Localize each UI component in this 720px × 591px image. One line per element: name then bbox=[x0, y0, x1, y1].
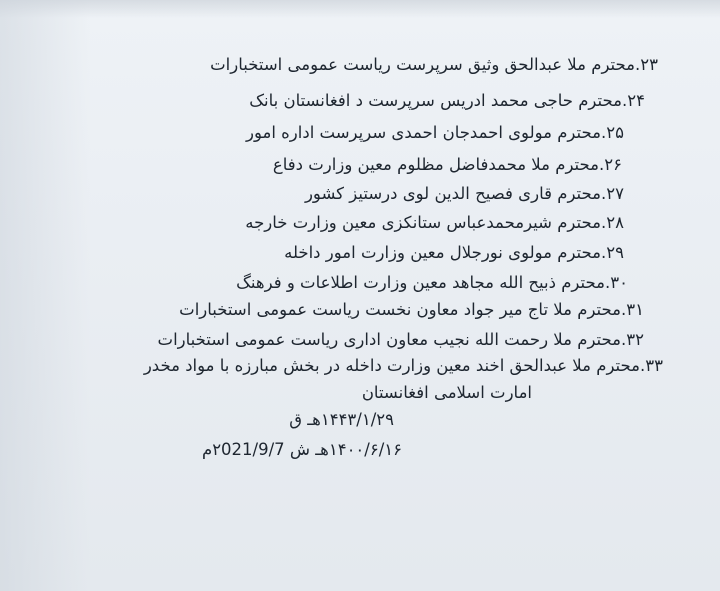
page-shadow-left bbox=[0, 0, 90, 591]
date-hijri-lunar: ۱۴۴۳/۱/۲۹هـ ق bbox=[289, 410, 394, 429]
list-item-32: ۳۲.محترم ملا رحمت الله نجیب معاون اداری ریاست عمومی استخبارات bbox=[157, 330, 644, 349]
list-item-23: ۲۳.محترم ملا عبدالحق وثیق سرپرست ریاست عمومی استخبارات bbox=[210, 55, 658, 74]
issuer-line: امارت اسلامی افغانستان bbox=[361, 383, 532, 402]
list-item-24: ۲۴.محترم حاجی محمد ادریس سرپرست د افغانستان بانک bbox=[249, 91, 645, 110]
list-item-29: ۲۹.محترم مولوی نورجلال معین وزارت امور داخله bbox=[284, 243, 624, 262]
list-item-31: ۳۱.محترم ملا تاج میر جواد معاون نخست ریاست عمومی استخبارات bbox=[179, 300, 644, 319]
list-item-27: ۲۷.محترم قاری فصیح الدین لوی درستیز کشور bbox=[304, 184, 624, 203]
list-item-25: ۲۵.محترم مولوی احمدجان احمدی سرپرست اداره امور bbox=[246, 123, 624, 142]
list-item-30: ۳۰.محترم ذبیح الله مجاهد معین وزارت اطلاعات و فرهنگ bbox=[236, 273, 628, 292]
page-shadow-top bbox=[0, 0, 720, 18]
date-solar-gregorian: ۱۴۰۰/۶/۱۶هـ ش ۲021/9/7م bbox=[201, 440, 402, 459]
list-item-28: ۲۸.محترم شیرمحمدعباس ستانکزی معین وزارت خارجه bbox=[245, 213, 624, 232]
list-item-26: ۲۶.محترم ملا محمدفاضل مظلوم معین وزارت دفاع bbox=[272, 155, 622, 174]
list-item-33: ۳۳.محترم ملا عبدالحق اخند معین وزارت داخله در بخش مبارزه با مواد مخدر bbox=[143, 356, 663, 375]
